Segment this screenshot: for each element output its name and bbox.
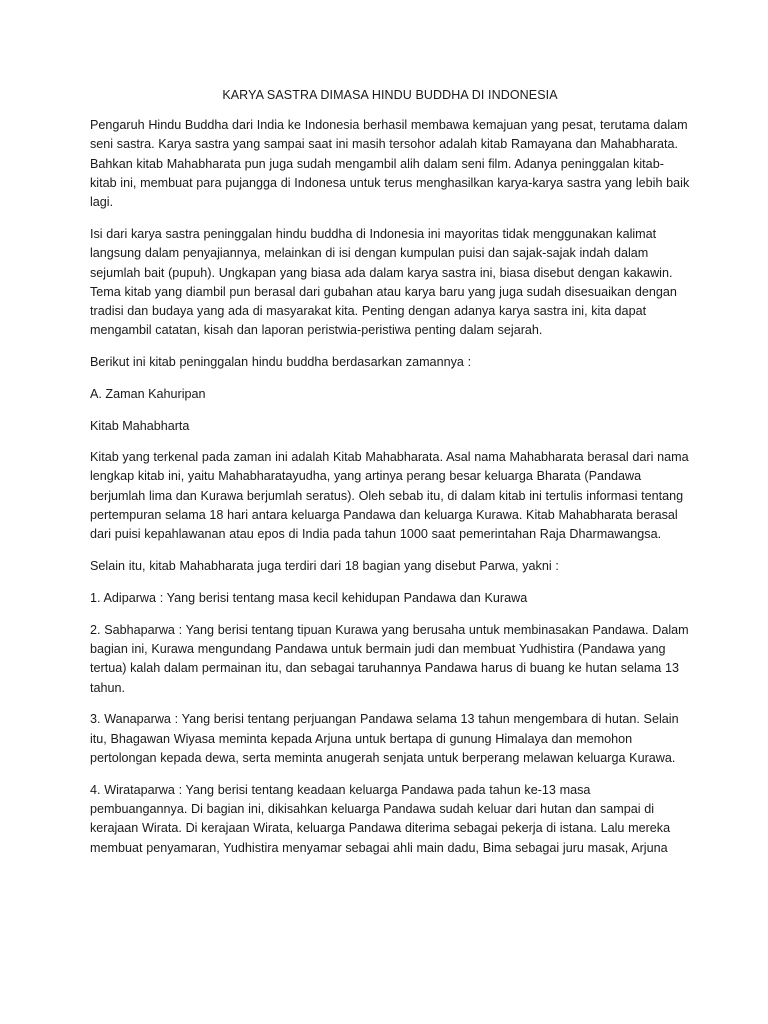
paragraph-content: Isi dari karya sastra peninggalan hindu buddha di Indonesia ini mayoritas tidak menggunakan kalimat langsung dalam penyajiannya, melainkan di isi dengan kumpulan puisi dan sajak-sajak indah dalam sejumlah bait (pupuh). Ungkapan yang biasa ada dalam karya sastra ini, biasa disebut dengan kakawin. Tema kitab yang diambil pun berasal dari gubahan atau karya baru yang juga sudah disesuaikan dengan tradisi dan budaya yang ada di masyarakat kita. Penting dengan adanya karya sastra ini, kita dapat mengambil catatan, kisah dan laporan peristwia-peristiwa penting dalam sejarah.: [90, 226, 677, 338]
list-item-wanaparwa: 3. Wanaparwa : Yang berisi tentang perjuangan Pandawa selama 13 tahun mengembara di hutan. Selain itu, Bhagawan Wiyasa meminta kepada Arjuna untuk bertapa di gunung Himalaya dan memohon pertolongan kepada dewa, serta meminta anugerah senjata untuk berperang melawan keluarga Kurawa.: [90, 712, 679, 765]
paragraph-intro: Pengaruh Hindu Buddha dari India ke Indonesia berhasil membawa kemajuan yang pesat, terutama dalam seni sastra. Karya sastra yang sampai saat ini masih tersohor adalah kitab Ramayana dan Mahabharata. Bahkan kitab Mahabharata pun juga sudah mengambil alih dalam seni film. Adanya peninggalan kitab-kitab ini, membuat para pujangga di Indonesa untuk terus menghasilkan karya-karya sastra yang lebih baik lagi.: [90, 118, 690, 210]
section-heading-kahuripan: A. Zaman Kahuripan: [90, 387, 206, 402]
list-item-adiparwa: 1. Adiparwa : Yang berisi tentang masa kecil kehidupan Pandawa dan Kurawa: [90, 590, 528, 605]
document-title: KARYA SASTRA DIMASA HINDU BUDDHA DI INDONESIA: [222, 88, 558, 102]
paragraph-mahabharata: Kitab yang terkenal pada zaman ini adalah Kitab Mahabharata. Asal nama Mahabharata berasal dari nama lengkap kitab ini, yaitu Mahabharatayudha, yang artinya perang besar keluarga Bharata (Pandawa berjumlah lima dan Kurawa berjumlah seratus). Oleh sebab itu, di dalam kitab ini tertulis informasi tentang pertempuran selama 18 hari antara keluarga Pandawa dan keluarga Kurawa. Kitab Mahabharata berasal dari puisi kepahlawanan atau epos di India pada tahun 1000 saat pemerintahan Raja Dharmawangsa.: [90, 450, 689, 542]
list-item-sabhaparwa: 2. Sabhaparwa : Yang berisi tentang tipuan Kurawa yang berusaha untuk membinasakan Pandawa. Dalam bagian ini, Kurawa mengundang Pandawa untuk bermain judi dan membuat Yudhistira (Pandawa yang tertua) kalah dalam permainan itu, dan sebagai taruhannya Pandawa harus di buang ke hutan selama 13 tahun.: [90, 622, 689, 695]
paragraph-list-intro: Berikut ini kitab peninggalan hindu buddha berdasarkan zamannya :: [90, 355, 472, 370]
paragraph-parwa-intro: Selain itu, kitab Mahabharata juga terdiri dari 18 bagian yang disebut Parwa, yakni :: [90, 559, 559, 574]
list-item-wirataparwa: 4. Wirataparwa : Yang berisi tentang keadaan keluarga Pandawa pada tahun ke-13 masa pembuangannya. Di bagian ini, dikisahkan keluarga Pandawa sudah keluar dari hutan dan sampai di kerajaan Wirata. Di kerajaan Wirata, keluarga Pandawa diterima sebagai pekerja di istana. Lalu mereka membuat penyamaran, Yudhistira menyamar sebagai ahli main dadu, Bima sebagai juru masak, Arjuna: [90, 782, 671, 855]
document-page: [90, 86, 690, 870]
subheading-mahabharta: Kitab Mahabharta: [90, 418, 190, 433]
